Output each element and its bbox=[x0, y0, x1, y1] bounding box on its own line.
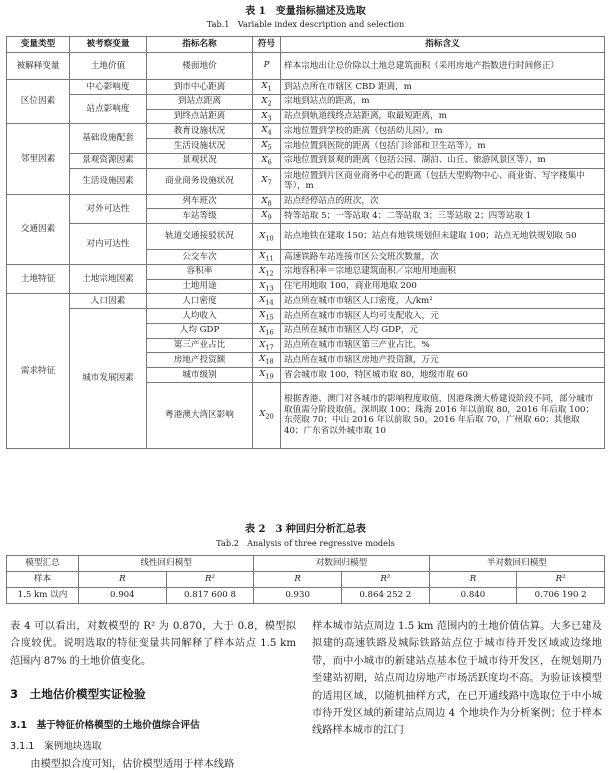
header-symbol: 符号 bbox=[253, 37, 281, 53]
symbol: $X_{12}$ bbox=[253, 264, 281, 279]
index-name: 生活设施状况 bbox=[147, 139, 253, 154]
value-semilog-r2: 0.706 190 2 bbox=[517, 588, 605, 604]
index-meaning: 高速铁路车站连接市区公交班次数量，次 bbox=[281, 250, 605, 265]
symbol: $X_7$ bbox=[253, 168, 281, 194]
table2-caption-en: Tab.2 Analysis of three regressive models bbox=[216, 538, 395, 548]
index-meaning: 站点所在城市市辖区人均可支配收入，元 bbox=[281, 309, 605, 324]
subsubsection-heading: 3.1.1 案例地块选取 bbox=[10, 741, 102, 752]
symbol: $X_{15}$ bbox=[253, 309, 281, 324]
variable-index-table bbox=[6, 36, 605, 449]
index-meaning: 到站点所在市辖区 CBD 距离，m bbox=[281, 80, 605, 95]
model-log: 对数回归模型 bbox=[254, 556, 429, 572]
regression-summary-table bbox=[6, 555, 605, 604]
index-name: 城市级别 bbox=[147, 368, 253, 383]
r2-label: R² bbox=[166, 572, 254, 588]
index-meaning: 宗地位置到医院的距离（包括门诊部和卫生站等），m bbox=[281, 139, 605, 154]
row-label-range: 1.5 km 以内 bbox=[7, 588, 79, 604]
value-log-r2: 0.864 252 2 bbox=[341, 588, 429, 604]
index-meaning: 站点所在城市市辖区人均 GDP，元 bbox=[281, 323, 605, 338]
index-meaning: 样本宗地出让总价除以土地总建筑面积（采用房地产指数进行时间修正） bbox=[281, 53, 605, 80]
model-linear: 线性回归模型 bbox=[79, 556, 254, 572]
r2-label: R² bbox=[341, 572, 429, 588]
index-meaning: 站点地铁在建取 150；站点有地铁规划但未建取 100；站点无地铁规划取 50 bbox=[281, 224, 605, 250]
section-heading: 3 土地估价模型实证检验 bbox=[10, 687, 146, 701]
index-name: 到市中心距离 bbox=[147, 80, 253, 95]
symbol: $X_{17}$ bbox=[253, 338, 281, 353]
symbol: $X_{10}$ bbox=[253, 224, 281, 250]
table1-caption-en: Tab.1 Variable index description and selection bbox=[206, 19, 405, 29]
subgroup-label: 基础设施配套 bbox=[70, 124, 147, 154]
table2-caption: 表 2 3 种回归分析汇总表 bbox=[245, 524, 366, 535]
index-meaning: 站点所在城市市辖区人口密度，人/km² bbox=[281, 294, 605, 309]
index-name: 公交车次 bbox=[147, 250, 253, 265]
subgroup-label: 景观资源因素 bbox=[70, 153, 147, 168]
right-paragraph: 样本城市站点周边 1.5 km 范围内的土地价值估算。大多已建及拟建的高速铁路及城际铁路站点位于城市待开发区域或边缘地带，而中小城市的新建站点基本位于城市待开发区，在规划期乃至建站初期，站点周边房地产市场活跃度均不高。为验证该模型的适用区域，以随机抽样方式，在已开通线路中选取位于中小城市待开发区域的新建站点周边 4 个地块作为分析案例；位于样本线路样本城市的江门 bbox=[312, 621, 602, 737]
subgroup-label: 土地价值 bbox=[70, 53, 147, 80]
left-paragraph: 表 4 可以看出，对数模型的 R² 为 0.870，大于 0.8，模型拟合度较优。说明选取的特征变量共同解释了样本站点 1.5 km 范围内 87% 的土地价值变化。 bbox=[10, 621, 296, 667]
subgroup-label: 土地宗地因素 bbox=[70, 264, 147, 294]
symbol: $X_4$ bbox=[253, 124, 281, 139]
index-name: 人均收入 bbox=[147, 309, 253, 324]
index-meaning: 宗地容积率＝宗地总建筑面积／宗地用地面积 bbox=[281, 264, 605, 279]
index-name: 轨道交通接驳状况 bbox=[147, 224, 253, 250]
index-meaning: 站点所在城市市辖区房地产投资额，万元 bbox=[281, 353, 605, 368]
r-label: R bbox=[254, 572, 342, 588]
r-label: R bbox=[429, 572, 517, 588]
col-model-summary: 模型汇总 bbox=[7, 556, 79, 572]
index-name: 车站等级 bbox=[147, 209, 253, 224]
subgroup-label: 站点影响度 bbox=[70, 94, 147, 124]
symbol: $X_9$ bbox=[253, 209, 281, 224]
index-name: 到站点距离 bbox=[147, 94, 253, 109]
symbol: $X_{11}$ bbox=[253, 250, 281, 265]
header-index-name: 指标名称 bbox=[147, 37, 253, 53]
subsection-heading: 3.1 基于特征价格模型的土地价值综合评估 bbox=[10, 720, 200, 731]
index-name: 人均 GDP bbox=[147, 323, 253, 338]
model-semilog: 半对数回归模型 bbox=[429, 556, 604, 572]
table1-caption: 表 1 变量指标描述及选取 bbox=[245, 6, 366, 17]
group-label: 邻里因素 bbox=[7, 124, 70, 194]
group-label: 需求特征 bbox=[7, 294, 70, 449]
symbol: $X_{13}$ bbox=[253, 279, 281, 294]
last-paragraph: 由模型拟合度可知，估价模型适用于样本线路 bbox=[30, 759, 235, 770]
index-meaning: 住宅用地取 100，商业用地取 200 bbox=[281, 279, 605, 294]
symbol: $X_{20}$ bbox=[253, 382, 281, 448]
index-meaning: 根据香港、澳门对各城市的影响程度取值，因港珠澳大桥建设阶段不同，部分城市取值需分阶段取值。深圳取 100；珠海 2016 年以前取 80，2016 年后取 100；东莞取 70；中山 2016 年以前取 50，2016 年后取 70，广州取 60；其他取 40；广东省以外城市取 10 bbox=[281, 382, 605, 448]
symbol: $X_8$ bbox=[253, 194, 281, 209]
symbol: $X_{18}$ bbox=[253, 353, 281, 368]
index-name: 粤港澳大湾区影响 bbox=[147, 382, 253, 448]
index-meaning: 站点所在城市市辖区第三产业占比，% bbox=[281, 338, 605, 353]
subgroup-label: 对内可达性 bbox=[70, 224, 147, 265]
header-variable: 被考察变量 bbox=[70, 37, 147, 53]
index-meaning: 宗地到站点的距离，m bbox=[281, 94, 605, 109]
group-label: 区位因素 bbox=[7, 80, 70, 124]
subgroup-label: 生活设施因素 bbox=[70, 168, 147, 194]
group-label: 被解释变量 bbox=[7, 53, 70, 80]
symbol: $X_6$ bbox=[253, 153, 281, 168]
index-name: 商业商务设施状况 bbox=[147, 168, 253, 194]
symbol: $X_1$ bbox=[253, 80, 281, 95]
symbol: $X_{19}$ bbox=[253, 368, 281, 383]
value-linear-r: 0.904 bbox=[79, 588, 167, 604]
header-meaning: 指标含义 bbox=[281, 37, 605, 53]
index-name: 教育设施状况 bbox=[147, 124, 253, 139]
index-meaning: 站点经停站点的班次，次 bbox=[281, 194, 605, 209]
index-name: 房地产投资额 bbox=[147, 353, 253, 368]
symbol: $X_3$ bbox=[253, 109, 281, 124]
r2-label: R² bbox=[517, 572, 605, 588]
value-log-r: 0.930 bbox=[254, 588, 342, 604]
index-meaning: 省会城市取 100，特区城市取 80，地级市取 60 bbox=[281, 368, 605, 383]
symbol: $X_{14}$ bbox=[253, 294, 281, 309]
row-label-sample: 样本 bbox=[7, 572, 79, 588]
subgroup-label: 对外可达性 bbox=[70, 194, 147, 224]
value-semilog-r: 0.840 bbox=[429, 588, 517, 604]
index-name: 到终点站距离 bbox=[147, 109, 253, 124]
value-linear-r2: 0.817 600 8 bbox=[166, 588, 254, 604]
index-name: 土地用途 bbox=[147, 279, 253, 294]
symbol: $X_{16}$ bbox=[253, 323, 281, 338]
header-variable-type: 变量类型 bbox=[7, 37, 70, 53]
subgroup-label: 人口因素 bbox=[70, 294, 147, 309]
index-meaning: 宗地位置到学校的距离（包括幼儿园），m bbox=[281, 124, 605, 139]
group-label: 交通因素 bbox=[7, 194, 70, 264]
group-label: 土地特征 bbox=[7, 264, 70, 294]
index-name: 容积率 bbox=[147, 264, 253, 279]
index-name: 列车班次 bbox=[147, 194, 253, 209]
index-name: 景观状况 bbox=[147, 153, 253, 168]
subgroup-label: 城市发展因素 bbox=[70, 309, 147, 449]
index-meaning: 站点到轨道线终点站距离，取最短距离，m bbox=[281, 109, 605, 124]
index-name: 楼面地价 bbox=[147, 53, 253, 80]
symbol: $X_2$ bbox=[253, 94, 281, 109]
index-meaning: 宗地位置到景观的距离（包括公园、湖泊、山丘、旅游风景区等），m bbox=[281, 153, 605, 168]
symbol: $X_5$ bbox=[253, 139, 281, 154]
index-name: 人口密度 bbox=[147, 294, 253, 309]
subgroup-label: 中心影响度 bbox=[70, 80, 147, 95]
r-label: R bbox=[79, 572, 167, 588]
index-meaning: 特等站取 5；一等站取 4；二等站取 3；三等站取 2；四等站取 1 bbox=[281, 209, 605, 224]
index-meaning: 宗地位置到片区商业商务中心的距离（包括大型购物中心、商业街、写字楼集中等），m bbox=[281, 168, 605, 194]
index-name: 第三产业占比 bbox=[147, 338, 253, 353]
symbol: P bbox=[253, 53, 281, 80]
